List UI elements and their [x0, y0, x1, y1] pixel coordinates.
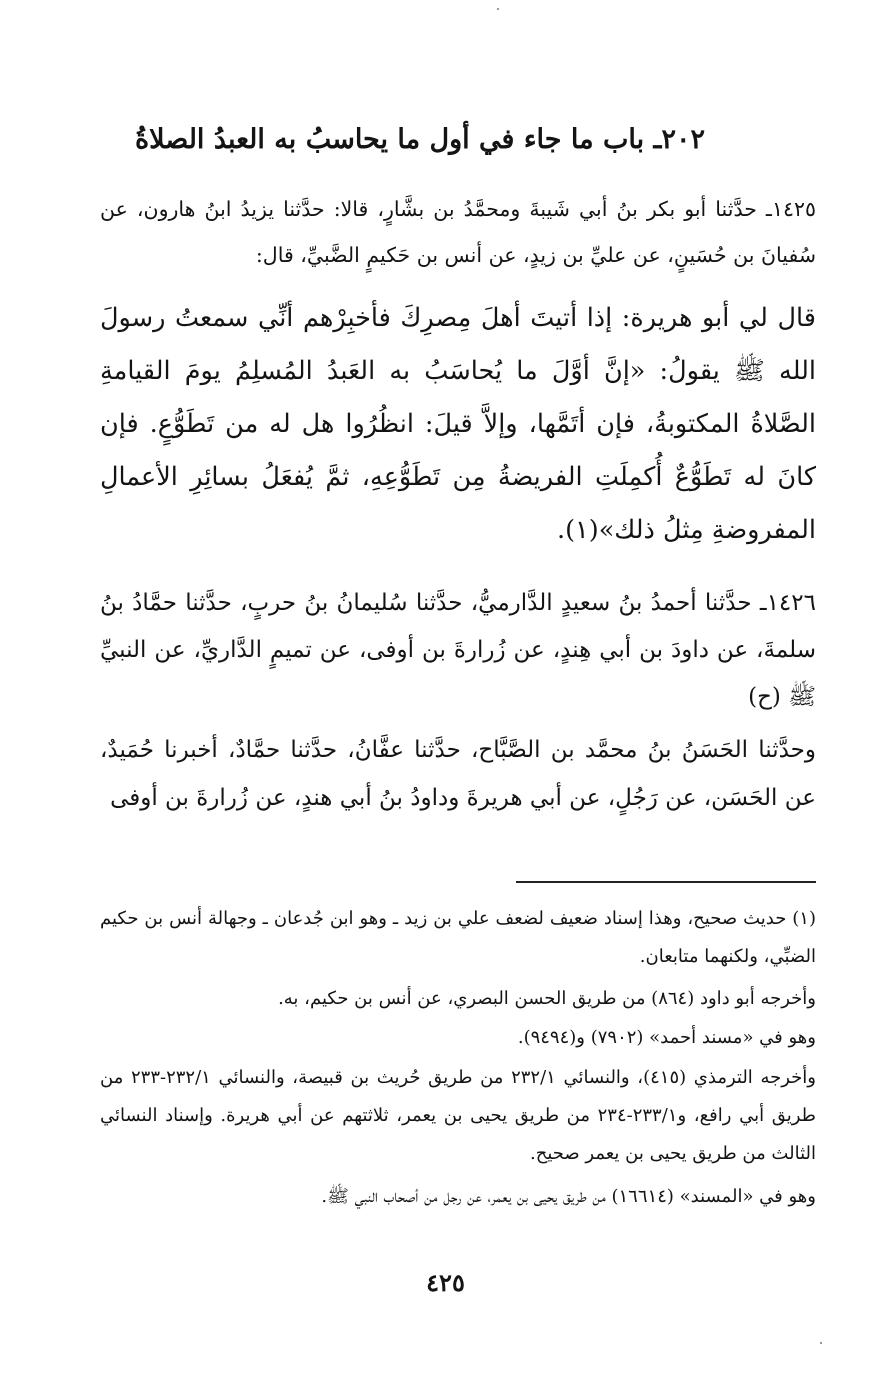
- page-number: ٤٢٥: [426, 1268, 465, 1297]
- footnote-line: وهو في «مسند أحمد» (٧٩٠٢) و(٩٤٩٤).: [517, 1027, 816, 1048]
- hadith-1425-matn: قال لي أبو هريرة: إذا أتيتَ أهلَ مِصرِكَ فأخبِرْهم أنِّي سمعتُ رسولَ الله ﷺ يقولُ: «إنَّ أوَّلَ ما يُحاسَبُ به العَبدُ المُسلِمُ يومَ القيامةِ الصَّلاةُ المكتوبةُ، فإن أتَمَّها، وإلاَّ قيلَ: انظُرُوا هل له من تَطَوُّعٍ. فإن كانَ له تَطَوُّعٌ أُكمِلَتِ الفريضةُ مِن تَطَوُّعِهِ، ثمَّ يُفعَلُ بسائِرِ الأعمالِ المفروضةِ مِثلُ ذلك»(١).: [100, 303, 816, 545]
- scan-speck: [820, 1342, 822, 1344]
- footnote-line: وهو في «المسند» (١٦٦١٤) من طريق يحيى بن يعمر، عن رجل من أصحاب النبي ﷺ.: [321, 1186, 816, 1207]
- hadith-1425-isnad: ١٤٢٥ـ حدَّثنا أبو بكر بنُ أبي شَيبةَ ومحمَّدُ بن بشَّارٍ، قالا: حدَّثنا يزيدُ ابنُ هارون، عن سُفيانَ بن حُسَينٍ، عن عليِّ بن زيدٍ، عن أنس بن حَكيمٍ الضَّبيِّ، قال:: [100, 197, 816, 267]
- hadith-1426: ١٤٢٦ـ حدَّثنا أحمدُ بنُ سعيدٍ الدَّارميُّ، حدَّثنا سُليمانُ بنُ حربٍ، حدَّثنا حمَّادُ بنُ سلمةَ، عن داودَ بن أبي هِندٍ، عن زُرارةَ بن أوفى، عن تميمٍ الدَّاريِّ، عن النبيِّ ﷺ (ح): [100, 590, 816, 710]
- footnote-line: وأخرجه أبو داود (٨٦٤) من طريق الحسن البصري، عن أنس بن حكيم، به.: [278, 988, 816, 1009]
- hadith-1426-alternate-chain: وحدَّثنا الحَسَنُ بنُ محمَّد بن الصَّبَّاح، حدَّثنا عفَّانُ، حدَّثنا حمَّادٌ، أخبرنا حُمَيدٌ، عن الحَسَن، عن رَجُلٍ، عن أبي هريرةَ وداودُ بنُ أبي هندٍ، عن زُرارةَ بن أوفى: [100, 737, 816, 811]
- scan-speck: [497, 8, 499, 10]
- footnote-1: (١) حديث صحيح، وهذا إسناد ضعيف لضعف علي بن زيد ـ وهو ابن جُدعان ـ وجهالة أنس بن حكيم الضبِّي، ولكنهما متابعان.: [100, 908, 816, 967]
- footnote-separator: [516, 881, 816, 883]
- footnote-line: وأخرجه الترمذي (٤١٥)، والنسائي ٢٣٢/١ من طريق حُريث بن قبيصة، والنسائي ٢٣٢/١-٢٣٣ من طريق أبي رافع، و٢٣٣/١-٢٣٤ من طريق يحيى بن يعمر، ثلاثتهم عن أبي هريرة. وإسناد النسائي الثالث من طريق يحيى بن يعمر صحيح.: [100, 1067, 816, 1164]
- chapter-heading: ٢٠٢ـ باب ما جاء في أول ما يحاسبُ به العبدُ الصلاةُ: [135, 124, 705, 155]
